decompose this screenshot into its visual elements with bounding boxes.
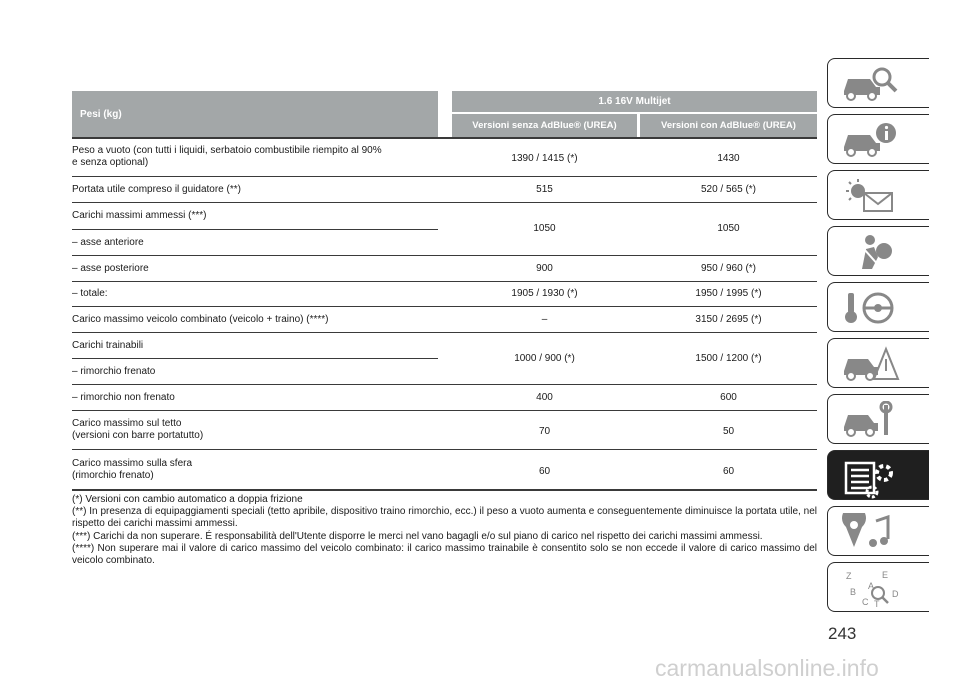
footnote: (**) In presenza di equipaggiamenti speciali (tetto apribile, dispositivo traino rimorchio, ecc.) il peso a vuoto aumenta e conseguentemente diminuisce la portata utile, nel rispetto dei carichi massimi ammessi. xyxy=(72,506,817,530)
tab-technical-data[interactable] xyxy=(827,450,929,500)
row-divider xyxy=(72,332,817,333)
tab-index[interactable] xyxy=(827,562,929,612)
index-letter: T xyxy=(874,599,880,609)
row-value-1: 1000 / 900 (*) xyxy=(514,353,575,364)
row-divider xyxy=(72,449,817,450)
row-value-2: 1430 xyxy=(717,153,740,164)
table-bottom-rule xyxy=(72,489,817,491)
car-tools-icon xyxy=(840,401,900,439)
row-label: Carico massimo sulla sfera (rimorchio frenato) xyxy=(72,458,193,481)
tab-starting-driving[interactable] xyxy=(827,282,929,332)
header-rule xyxy=(72,137,817,139)
row-value-2: 1500 / 1200 (*) xyxy=(695,353,762,364)
row-divider xyxy=(72,255,817,256)
weights-table xyxy=(72,91,817,481)
row-label: – asse anteriore xyxy=(72,237,144,248)
index-letter: A xyxy=(868,581,875,591)
row-divider xyxy=(72,410,817,411)
row-label: – asse posteriore xyxy=(72,263,149,274)
row-label: Carico massimo veicolo combinato (veicolo + traino) (****) xyxy=(72,314,329,325)
media-music-icon xyxy=(840,513,900,551)
tab-maintenance[interactable] xyxy=(827,394,929,444)
row-value-2: 50 xyxy=(722,426,735,437)
row-value-2: 3150 / 2695 (*) xyxy=(695,314,762,325)
row-divider xyxy=(72,176,817,177)
row-value-2: 520 / 565 (*) xyxy=(700,184,757,195)
row-divider xyxy=(72,306,817,307)
row-value-1: 70 xyxy=(538,426,551,437)
tab-car-search[interactable] xyxy=(827,58,929,108)
car-info-icon xyxy=(840,121,900,159)
row-label: Carichi massimi ammessi (***) xyxy=(72,210,207,221)
row-label: – totale: xyxy=(72,288,108,299)
row-value-2: 1950 / 1995 (*) xyxy=(695,288,762,299)
row-value-1: 515 xyxy=(536,184,553,195)
index-letter: Z xyxy=(846,571,852,581)
tab-car-info[interactable] xyxy=(827,114,929,164)
col1-header: Versioni senza AdBlue® (UREA) xyxy=(452,114,637,137)
row-label: – rimorchio non frenato xyxy=(72,392,175,403)
row-value-1: 400 xyxy=(536,392,553,403)
row-value-2: 950 / 960 (*) xyxy=(700,263,757,274)
row-value-1: – xyxy=(541,314,548,325)
tech-data-gear-icon xyxy=(840,457,900,499)
footnote: (****) Non superare mai il valore di carico massimo del veicolo combinato: il carico massimo trainabile è consentito solo se non eccede il valore di carico massimo del veicolo combinato. xyxy=(72,542,817,567)
index-letter: D xyxy=(892,589,899,599)
car-warning-icon xyxy=(840,345,900,383)
header-label: Pesi (kg) xyxy=(80,109,122,120)
table-header xyxy=(72,91,817,137)
alphabet-index-icon xyxy=(840,569,900,609)
col2-header: Versioni con AdBlue® (UREA) xyxy=(640,114,817,137)
airbag-person-icon xyxy=(840,233,900,271)
steering-key-icon xyxy=(840,289,900,327)
index-letter: B xyxy=(850,587,857,597)
row-value-1: 1905 / 1930 (*) xyxy=(511,288,578,299)
row-divider xyxy=(72,281,817,282)
row-label: Portata utile compreso il guidatore (**) xyxy=(72,184,241,195)
tab-safety[interactable] xyxy=(827,226,929,276)
tab-emergency[interactable] xyxy=(827,338,929,388)
tab-multimedia[interactable] xyxy=(827,506,929,556)
tab-warning-lights[interactable] xyxy=(827,170,929,220)
row-label: – rimorchio frenato xyxy=(72,366,156,377)
row-value-1: 1390 / 1415 (*) xyxy=(511,153,578,164)
row-subdivider xyxy=(72,229,438,230)
row-label: Peso a vuoto (con tutti i liquidi, serbatoio combustibile riempito al 90% e senza optional) xyxy=(72,145,382,168)
row-value-2: 1050 xyxy=(717,223,740,234)
engine-header: 1.6 16V Multijet xyxy=(452,91,817,112)
row-value-2: 600 xyxy=(720,392,737,403)
row-divider xyxy=(72,384,817,385)
warning-light-mail-icon xyxy=(840,177,900,215)
header-label-cell xyxy=(72,91,438,137)
row-value-1: 60 xyxy=(538,466,551,477)
row-label: Carichi trainabili xyxy=(72,340,144,351)
row-divider xyxy=(72,202,817,203)
index-letter: E xyxy=(882,570,889,580)
row-label: Carico massimo sul tetto (versioni con barre portatutto) xyxy=(72,418,204,441)
watermark: carmanualsonline.info xyxy=(655,655,879,681)
row-value-1: 1050 xyxy=(533,223,556,234)
page-number: 243 xyxy=(828,624,857,643)
footnote: (*) Versioni con cambio automatico a doppia frizione xyxy=(72,494,303,505)
footnotes xyxy=(72,494,817,567)
row-value-2: 60 xyxy=(722,466,735,477)
index-letter: C xyxy=(862,597,869,607)
row-value-1: 900 xyxy=(536,263,553,274)
footnote: (***) Carichi da non superare. É responsabilità dell'Utente disporre le merci nel vano bagagli e/o sul piano di carico nel rispetto dei carichi massimi ammessi. xyxy=(72,530,763,542)
car-search-icon xyxy=(840,65,900,103)
row-subdivider xyxy=(72,358,438,359)
